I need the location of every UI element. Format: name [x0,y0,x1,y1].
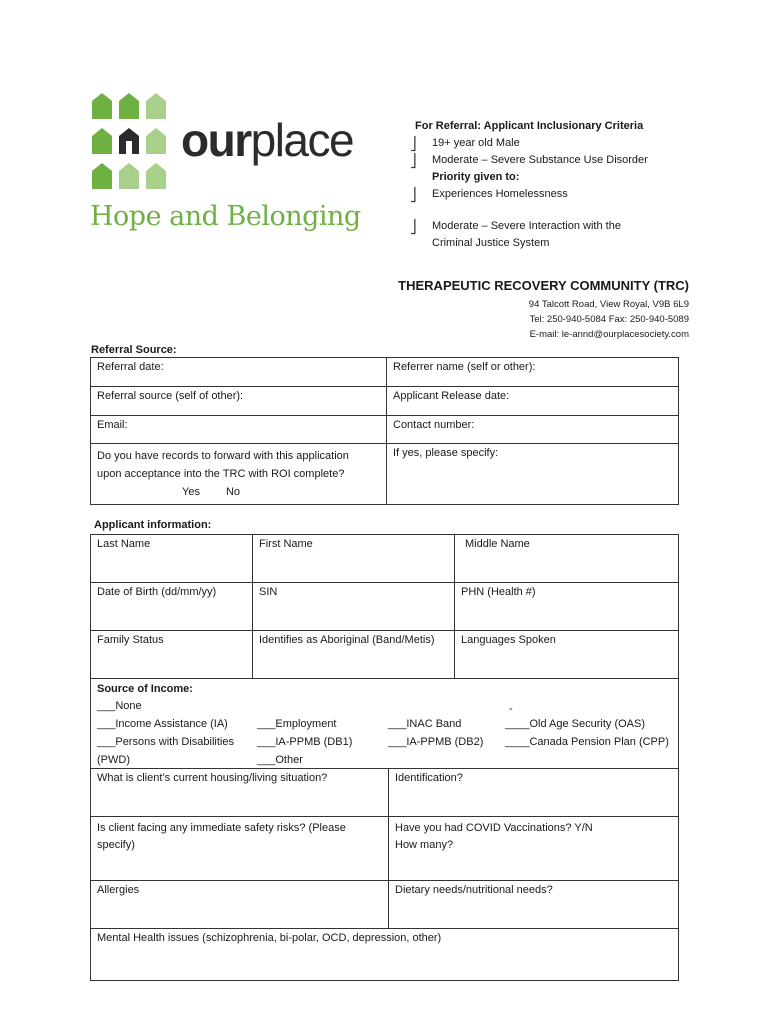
dob-field[interactable]: Date of Birth (dd/mm/yy) [91,583,253,631]
languages-field[interactable]: Languages Spoken [455,631,679,679]
priority-item: ⎦ Moderate – Severe Interaction with the [410,219,621,234]
inclusionary-criteria [410,118,700,252]
release-date-field[interactable]: Applicant Release date: [387,387,679,416]
applicant-table [90,534,679,679]
referral-source-heading: Referral Source: [91,344,177,356]
last-name-field[interactable]: Last Name [91,535,253,583]
income-pwd-label: (PWD) [97,754,130,766]
yes-option[interactable]: Yes [182,486,200,498]
trc-title: THERAPEUTIC RECOVERY COMMUNITY (TRC) [398,278,689,293]
income-dash: - [509,703,513,715]
income-iapmb1-option[interactable]: ___IA-PPMB (DB1) [257,736,353,748]
income-cpp-option[interactable]: ____Canada Pension Plan (CPP) [505,736,669,748]
criteria-heading: For Referral: Applicant Inclusionary Criteria [415,120,644,132]
tagline: Hope and Belonging [90,201,361,232]
referrer-name-field[interactable]: Referrer name (self or other): [387,358,679,387]
referral-source-field[interactable]: Referral source (self of other): [91,387,387,416]
brand-wordmark [181,114,354,166]
income-inac-option[interactable]: ___INAC Band [388,718,462,730]
records-question-field[interactable]: Do you have records to forward with this application upon acceptance into the TRC with ROI complete? Yes No [91,444,387,505]
safety-risks-field[interactable]: Is client facing any immediate safety risks? (Please specify) [91,817,389,881]
contact-number-field[interactable]: Contact number: [387,416,679,444]
trc-contact-info [529,297,689,342]
house-grid-icon [90,93,172,193]
applicant-info-heading: Applicant information: [94,519,212,531]
middle-name-field[interactable]: Middle Name [455,535,679,583]
checkbox-icon: ⎦ [410,187,417,202]
brand-our: our [181,114,251,166]
allergies-field[interactable]: Allergies [91,881,389,929]
mental-health-field[interactable]: Mental Health issues (schizophrenia, bi-polar, OCD, depression, other) [91,929,679,981]
income-pwd-option[interactable]: ___Persons with Disabilities [97,736,234,748]
checkbox-icon: ⎦ [410,136,417,151]
priority-item: Criminal Justice System [432,237,550,249]
no-option[interactable]: No [225,486,241,498]
email-field[interactable]: Email: [91,416,387,444]
income-oas-option[interactable]: ____Old Age Security (OAS) [505,718,646,730]
criteria-item: ⎦ Moderate – Severe Substance Use Disorder [410,153,648,168]
housing-field[interactable]: What is client’s current housing/living situation? [91,769,389,817]
income-ia-option[interactable]: ___Income Assistance (IA) [97,718,228,730]
referral-date-field[interactable]: Referral date: [91,358,387,387]
income-iapmb2-option[interactable]: ___IA-PPMB (DB2) [388,736,484,748]
client-details-table [90,768,679,981]
dietary-needs-field[interactable]: Dietary needs/nutritional needs? [389,881,679,929]
criteria-item: ⎦ 19+ year old Male [410,136,520,151]
logo [90,93,370,238]
priority-heading: Priority given to: [432,171,520,183]
priority-item: ⎦ Experiences Homelessness [410,187,568,202]
checkbox-icon: ⎦ [410,219,417,234]
identification-field[interactable]: Identification? [389,769,679,817]
phn-field[interactable]: PHN (Health #) [455,583,679,631]
trc-email: E-mail: le-annd@ourplacesociety.com [529,329,689,340]
income-employment-option[interactable]: ___Employment [257,718,337,730]
records-specify-field[interactable]: If yes, please specify: [387,444,679,505]
trc-phone: Tel: 250-940-5084 Fax: 250-940-5089 [529,314,689,325]
covid-vaccinations-field[interactable]: Have you had COVID Vaccinations? Y/N How many? [389,817,679,881]
brand-place: place [250,114,354,166]
referral-table [90,357,679,505]
aboriginal-field[interactable]: Identifies as Aboriginal (Band/Metis) [253,631,455,679]
income-other-option[interactable]: ___Other [257,754,303,766]
family-status-field[interactable]: Family Status [91,631,253,679]
trc-address: 94 Talcott Road, View Royal, V9B 6L9 [528,299,689,310]
checkbox-icon: ⎦ [410,153,417,168]
sin-field[interactable]: SIN [253,583,455,631]
income-heading: Source of Income: [97,683,193,695]
income-none-option[interactable]: ___None [97,700,142,712]
source-of-income-block [90,678,679,768]
first-name-field[interactable]: First Name [253,535,455,583]
